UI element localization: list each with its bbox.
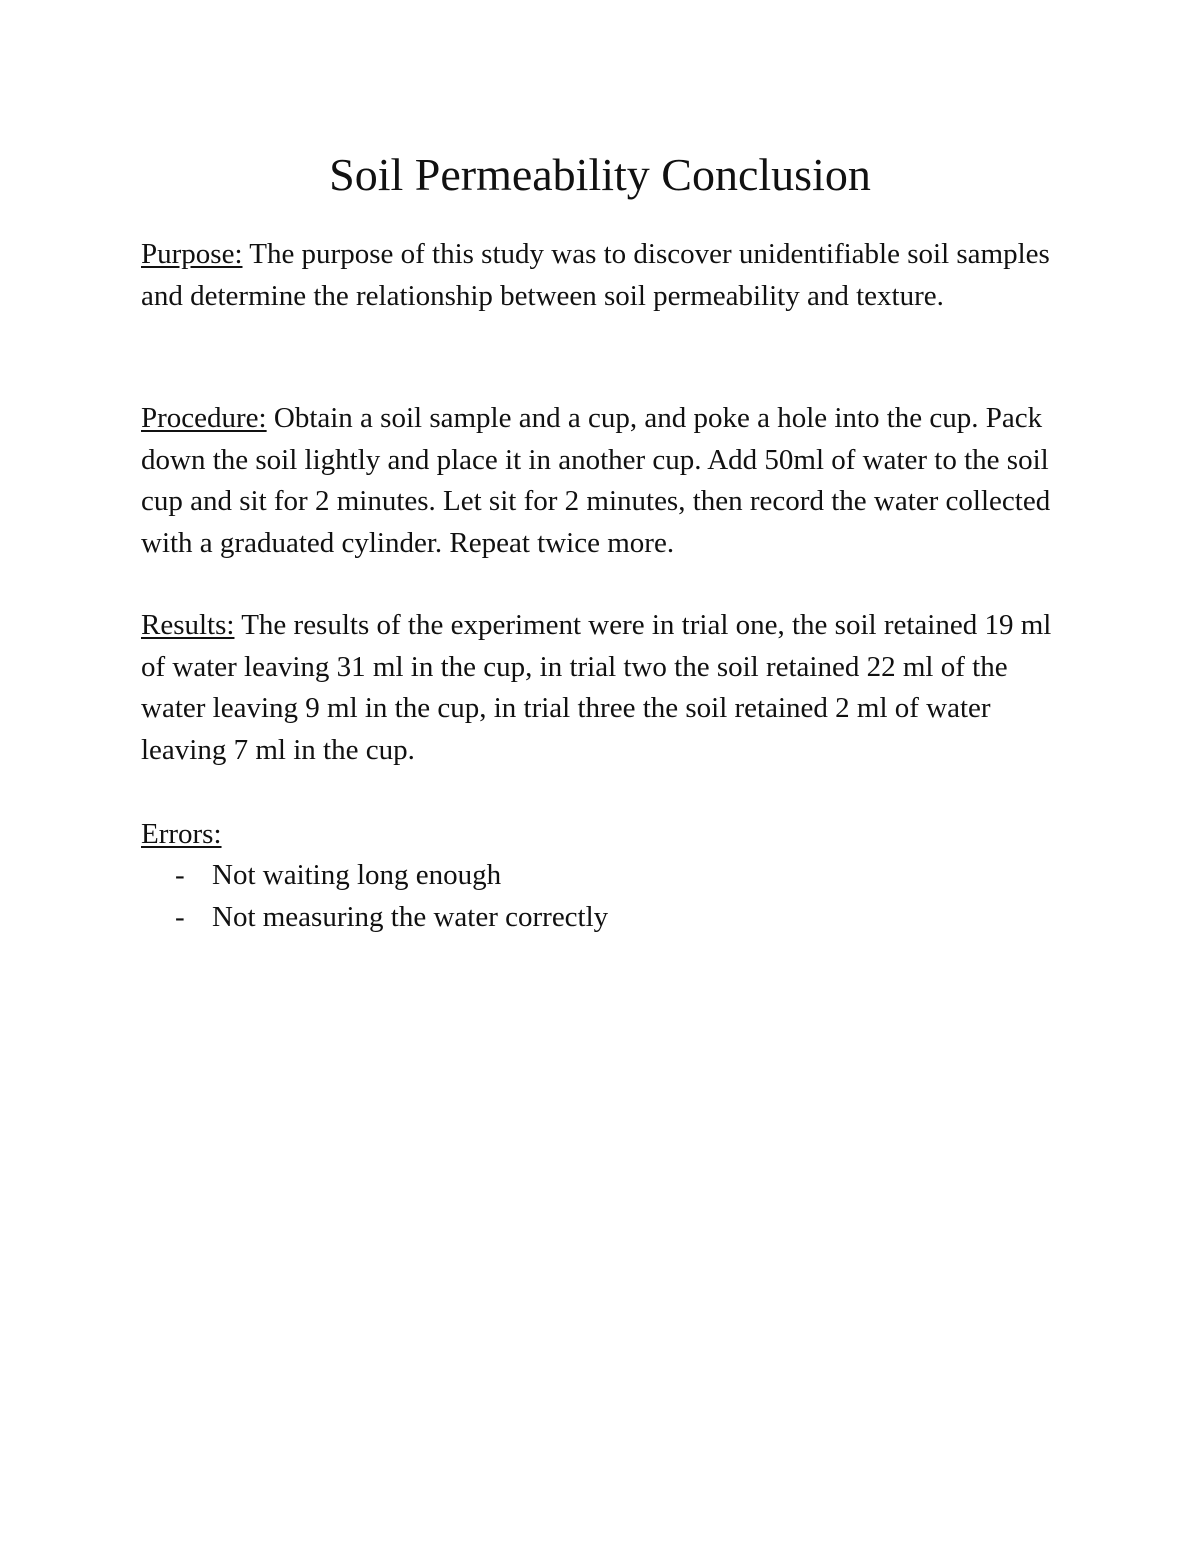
bullet-dash: - [175,859,185,891]
errors-heading: Errors: [141,818,222,850]
purpose-text: The purpose of this study was to discover unidentifiable soil samples and determine the relationship between soil permeability and texture. [141,238,1050,312]
results-paragraph [141,605,1061,771]
results-text: The results of the experiment were in trial one, the soil retained 19 ml of water leaving 31 ml in the cup, in trial two the soil retained 22 ml of the water leaving 9 ml in the cup, in trial three the soil retained 2 ml of water leaving 7 ml in the cup. [141,609,1052,766]
list-item [141,855,608,897]
error-item-text: Not measuring the water correctly [212,900,609,933]
error-item-text: Not waiting long enough [212,859,502,891]
errors-list [141,855,608,938]
errors-paragraph [141,814,1061,856]
procedure-text: Obtain a soil sample and a cup, and poke a hole into the cup. Pack down the soil lightly and place it in another cup. Add 50ml of water to the soil cup and sit for 2 minutes. Let sit for 2 minutes, then record the water collected with a graduated cylinder. Repeat twice more. [141,402,1051,559]
list-item [141,897,608,939]
procedure-paragraph [141,398,1061,564]
bullet-dash: - [175,900,185,933]
purpose-heading: Purpose: [141,238,243,270]
document-title: Soil Permeability Conclusion [329,149,871,200]
procedure-heading: Procedure: [141,402,267,434]
purpose-paragraph [141,234,1061,317]
results-heading: Results: [141,609,235,641]
